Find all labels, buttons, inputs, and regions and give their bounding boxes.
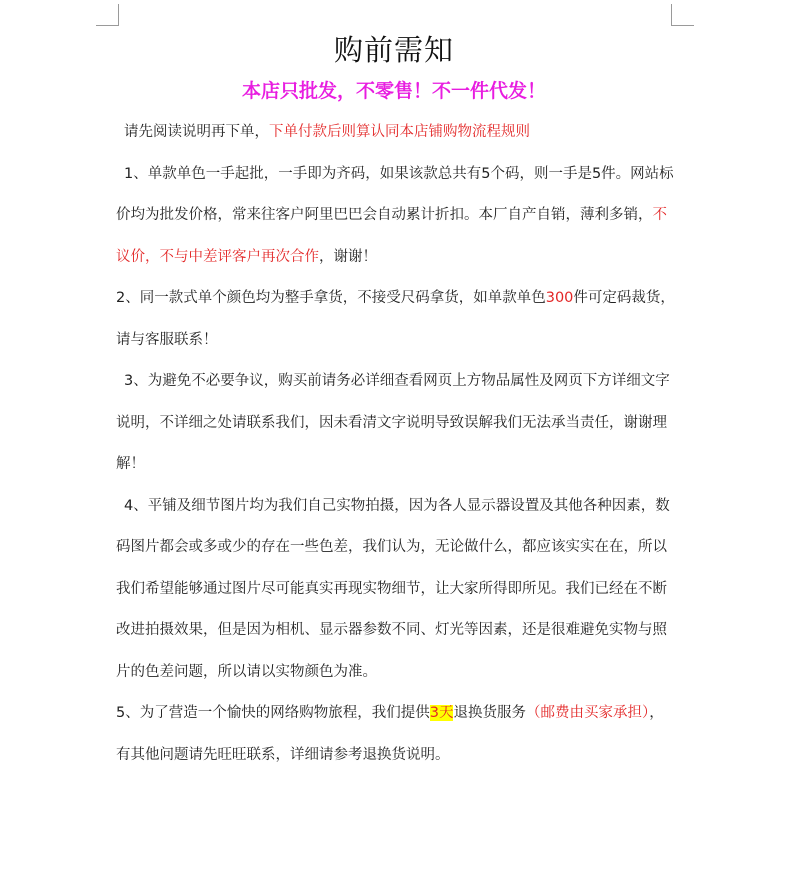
- rule-4-text: 4、平铺及细节图片均为我们自己实物拍摄，因为各人显示器设置及其他各种因素，数码图片都会或多或少的存在一些色差，我们认为，无论做什么，都应该实实在在，所以我们希望能够通过图片尽可能真实再现实物细节，让大家所得即所见。我们已经在不断改进拍摄效果，但是因为相机、显示器参数不同、灯光等因素，还是很难避免实物与照片的色差问题，所以请以实物颜色为准。: [116, 497, 670, 680]
- rule-1: [116, 154, 676, 279]
- rule-2: [116, 278, 676, 361]
- crop-mark-top-left-vertical: [118, 4, 119, 26]
- rule-2-text: 2、同一款式单个颜色均为整手拿货，不接受尺码拿货，如单款单色: [116, 290, 546, 306]
- rule-3-text: 3、为避免不必要争议，购买前请务必详细查看网页上方物品属性及网页下方详细文字说明，不详细之处请联系我们，因未看清文字说明导致误解我们无法承当责任，谢谢理解！: [116, 373, 670, 472]
- rule-5-red-text: （邮费由买家承担）: [525, 705, 650, 721]
- rule-5: [116, 693, 676, 776]
- rule-5-tail: ，有其他问题请先旺旺联系，详细请参考退换货说明。: [116, 705, 664, 763]
- rule-1-text: 1、单款单色一手起批，一手即为齐码，如果该款总共有5个码，则一手是5件。网站标价均为批发价格，常来往客户阿里巴巴会自动累计折扣。本厂自产自销，薄利多销，: [116, 165, 674, 223]
- rule-2-red-number: 300: [545, 290, 574, 306]
- rule-1-red-text: 不议价，不与中差评客户再次合作: [116, 207, 667, 265]
- intro-paragraph: [116, 112, 676, 154]
- page-title: 购前需知: [333, 33, 454, 67]
- intro-text: 请先阅读说明再下单，: [124, 124, 269, 140]
- rule-1-tail: ，谢谢！: [319, 248, 377, 265]
- notice-body: [116, 112, 676, 776]
- rule-5-text: 5、为了营造一个愉快的网络购物旅程，我们提供: [116, 705, 430, 721]
- rule-2-tail: 件可定码裁货，请与客服联系！: [116, 290, 675, 348]
- crop-mark-top-right-vertical: [671, 4, 672, 26]
- rule-3: [116, 361, 676, 486]
- rule-5-mid: 退换货服务: [453, 705, 526, 721]
- crop-mark-top-left-horizontal: [96, 25, 119, 26]
- crop-mark-top-right-horizontal: [671, 25, 694, 26]
- rule-5-highlight: 3天: [429, 705, 454, 721]
- intro-red-text: 下单付款后则算认同本店铺购物流程规则: [269, 124, 530, 140]
- wholesale-notice: 本店只批发，不零售！不一件代发！: [241, 80, 546, 102]
- rule-4: [116, 486, 676, 694]
